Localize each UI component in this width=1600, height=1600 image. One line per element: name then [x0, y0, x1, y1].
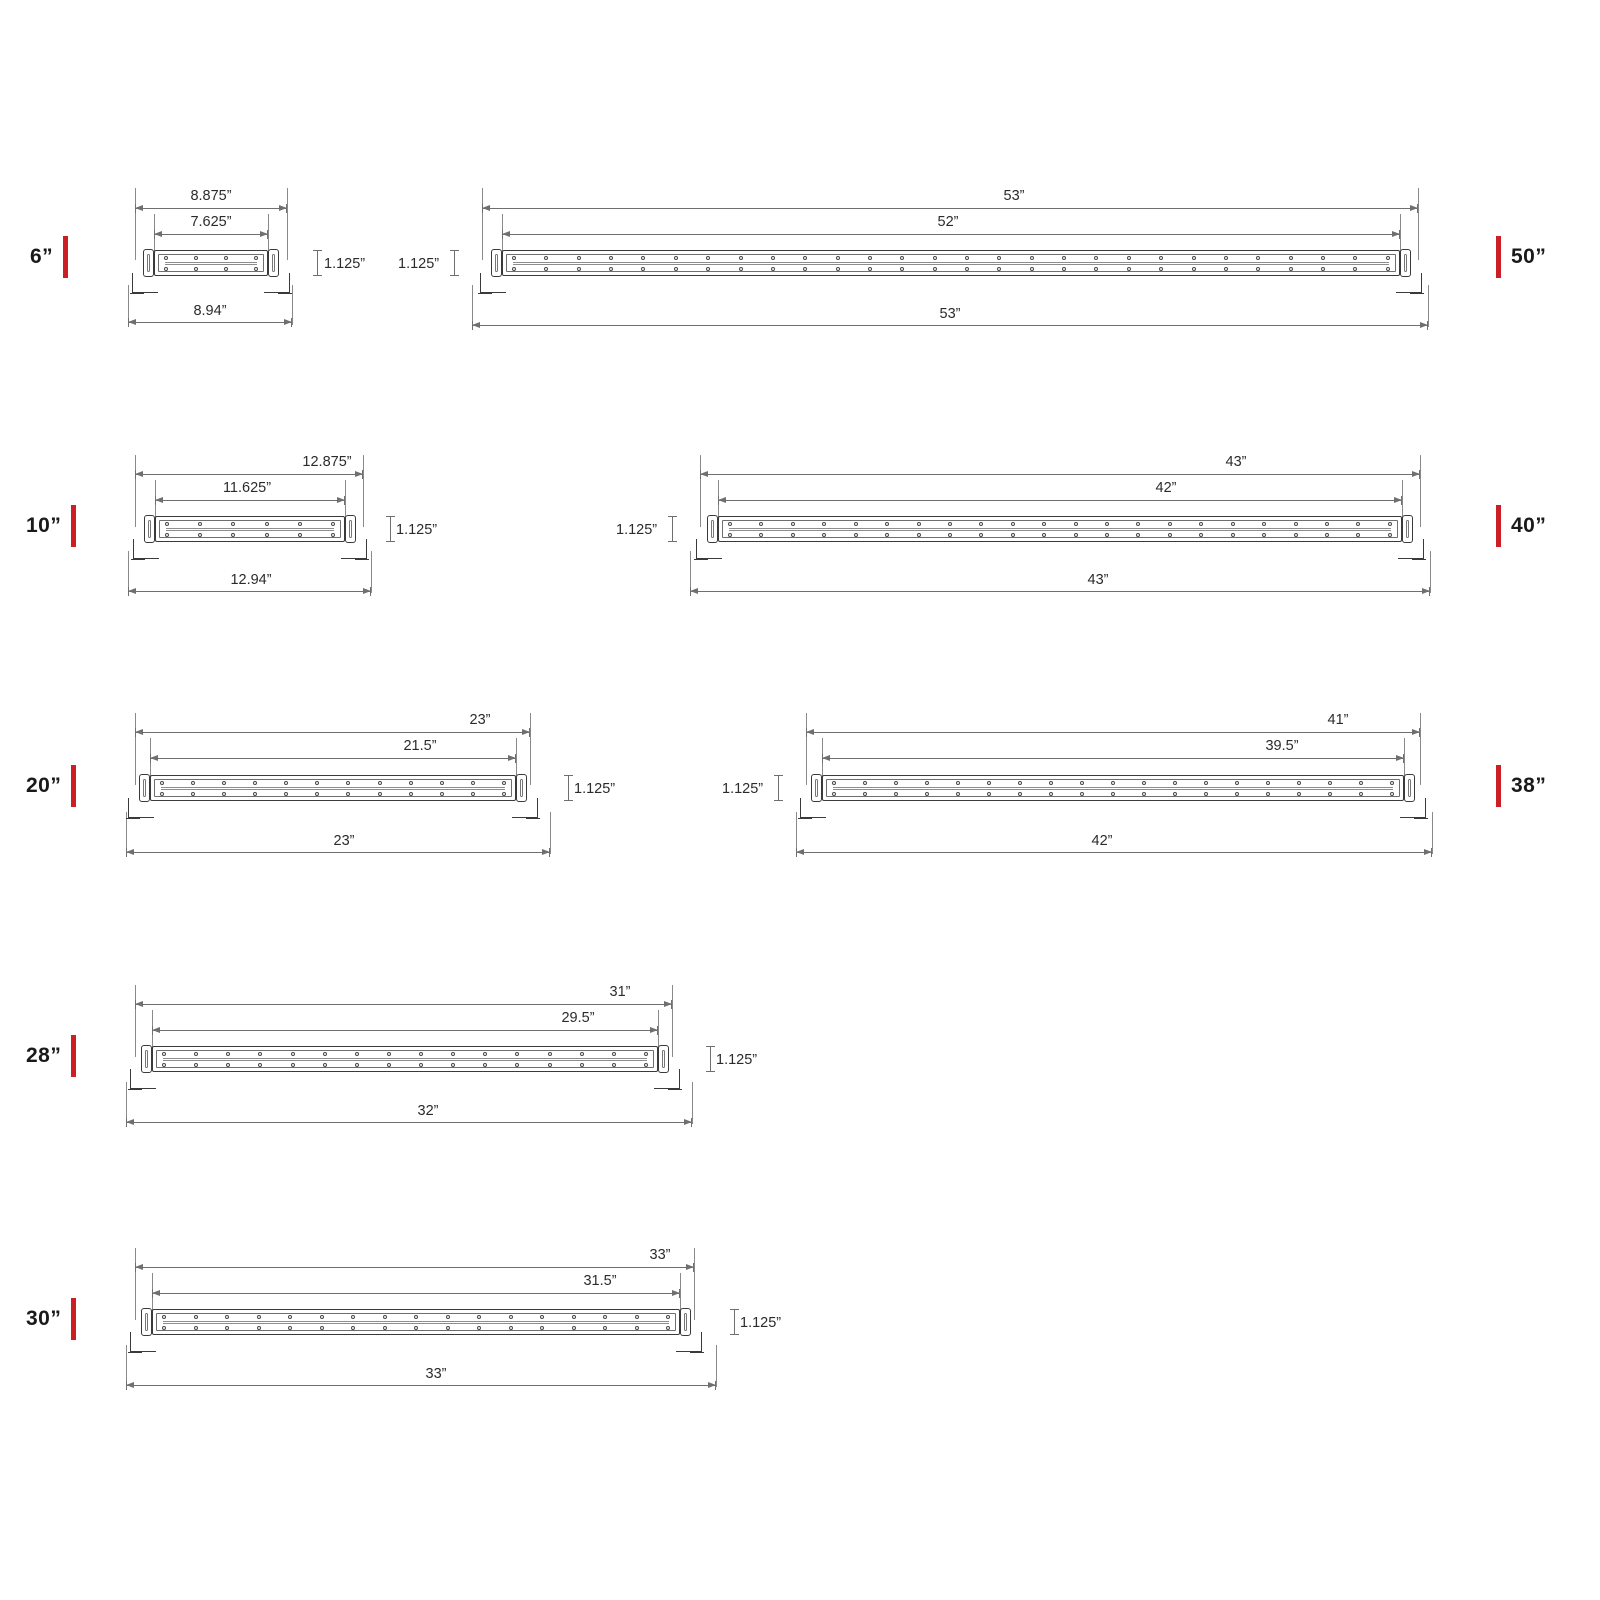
dimension-line-top-outer	[806, 732, 1420, 733]
size-label-50in	[1496, 236, 1546, 278]
size-label-38in	[1496, 765, 1546, 807]
housing	[154, 250, 268, 276]
dimension-line-top-inner	[150, 758, 516, 759]
led-icon	[164, 267, 168, 271]
lens-detail	[166, 528, 334, 531]
size-label-30in	[26, 1298, 76, 1340]
dimension-line-top-outer	[700, 474, 1420, 475]
led-icon	[194, 256, 198, 260]
mount-foot-left	[478, 293, 492, 294]
mount-foot-right	[1414, 818, 1428, 819]
size-label-20in	[26, 765, 76, 807]
dimension-text: 43”	[1083, 572, 1114, 588]
led-icon	[254, 267, 258, 271]
dimension-text: 23”	[465, 712, 496, 728]
led-icon	[194, 267, 198, 271]
lens-detail	[729, 528, 1391, 531]
housing	[152, 1046, 658, 1072]
mount-bracket-right	[1396, 273, 1422, 293]
dimension-text: 52”	[933, 214, 964, 230]
dimension-text: 42”	[1151, 480, 1182, 496]
height-dimension-line	[710, 1046, 711, 1072]
light-bar-drawing-50in	[502, 250, 1400, 276]
light-bar-drawing-10in	[155, 516, 345, 542]
lens-detail	[161, 787, 505, 790]
extension-line	[363, 455, 364, 527]
mount-foot-right	[278, 293, 292, 294]
mount-bracket-left	[696, 539, 722, 559]
extension-line	[694, 1248, 695, 1320]
size-label-text: 6”	[30, 245, 54, 268]
led-row-bottom	[164, 267, 258, 271]
accent-bar-icon	[71, 1298, 76, 1340]
extension-line	[1420, 455, 1421, 527]
extension-line	[292, 285, 293, 325]
led-row-bottom	[832, 792, 1394, 796]
light-bar-drawing-38in	[822, 775, 1404, 801]
led-row-top	[162, 1315, 670, 1319]
size-label-text: 10”	[26, 514, 62, 537]
accent-bar-icon	[1496, 765, 1501, 807]
dimension-line-bottom	[472, 325, 1428, 326]
light-bar-drawing-30in	[152, 1309, 680, 1335]
dimension-line-top-outer	[135, 208, 287, 209]
mount-bracket-right	[676, 1332, 702, 1352]
height-dimension-line	[390, 516, 391, 542]
dimension-line-top-inner	[152, 1293, 680, 1294]
mount-foot-right	[1412, 559, 1426, 560]
dimension-line-top-outer	[135, 1004, 672, 1005]
extension-line	[135, 713, 136, 785]
lens-detail	[513, 262, 1389, 265]
housing	[152, 1309, 680, 1335]
dimension-line-top-outer	[135, 1267, 694, 1268]
extension-line	[482, 188, 483, 260]
dimension-text: 7.625”	[185, 214, 236, 230]
dimension-text: 33”	[645, 1247, 676, 1263]
accent-bar-icon	[71, 765, 76, 807]
dimension-line-bottom	[126, 852, 550, 853]
mount-foot-left	[694, 559, 708, 560]
dimension-text: 1.125”	[740, 1315, 782, 1331]
mount-bracket-left	[130, 1332, 156, 1352]
dimension-line-top-outer	[135, 732, 530, 733]
light-bar-drawing-40in	[718, 516, 1402, 542]
dimension-text: 1.125”	[574, 781, 616, 797]
height-dimension-line	[317, 250, 318, 276]
accent-bar-icon	[1496, 236, 1501, 278]
extension-line	[135, 188, 136, 260]
mount-bracket-right	[1398, 539, 1424, 559]
dimension-text: 29.5”	[556, 1010, 599, 1026]
extension-line	[1400, 214, 1401, 254]
mount-foot-left	[128, 1352, 142, 1353]
led-row-bottom	[162, 1326, 670, 1330]
extension-line	[672, 985, 673, 1057]
mount-bracket-left	[132, 273, 158, 293]
mount-bracket-right	[512, 798, 538, 818]
dimension-line-top-inner	[718, 500, 1402, 501]
dimension-text: 23”	[329, 833, 360, 849]
dimension-text: 41”	[1323, 712, 1354, 728]
dimension-line-bottom	[126, 1385, 716, 1386]
dimension-text: 31”	[605, 984, 636, 1000]
mount-bracket-right	[654, 1069, 680, 1089]
mount-bracket-left	[800, 798, 826, 818]
extension-line	[371, 551, 372, 593]
mount-bracket-right	[1400, 798, 1426, 818]
led-row-top	[728, 522, 1392, 526]
extension-line	[1432, 812, 1433, 854]
led-row-top	[512, 256, 1390, 260]
dimension-line-bottom	[796, 852, 1432, 853]
extension-line	[806, 713, 807, 785]
extension-line	[530, 713, 531, 785]
led-row-bottom	[165, 533, 335, 537]
light-bar-drawing-6in	[154, 250, 268, 276]
height-dimension-line	[672, 516, 673, 542]
height-dimension-line	[734, 1309, 735, 1335]
dimension-text: 33”	[421, 1366, 452, 1382]
housing	[822, 775, 1404, 801]
dimension-line-bottom	[126, 1122, 692, 1123]
size-label-28in	[26, 1035, 76, 1077]
dimension-text: 1.125”	[716, 1052, 758, 1068]
mount-foot-left	[128, 1089, 142, 1090]
extension-line	[700, 455, 701, 527]
led-row-bottom	[160, 792, 506, 796]
dimension-text: 21.5”	[398, 738, 441, 754]
size-label-text: 20”	[26, 774, 62, 797]
dimension-line-top-outer	[135, 474, 363, 475]
mount-foot-left	[798, 818, 812, 819]
extension-line	[716, 1345, 717, 1387]
accent-bar-icon	[71, 1035, 76, 1077]
dimension-line-bottom	[128, 322, 292, 323]
led-icon	[254, 256, 258, 260]
dimension-line-top-inner	[502, 234, 1400, 235]
mount-foot-left	[126, 818, 140, 819]
led-row-top	[165, 522, 335, 526]
mount-foot-right	[1410, 293, 1424, 294]
size-label-text: 40”	[1511, 514, 1547, 537]
dimension-line-bottom	[128, 591, 371, 592]
dimension-text: 8.875”	[185, 188, 236, 204]
mount-bracket-left	[128, 798, 154, 818]
extension-line	[550, 812, 551, 854]
dimension-text: 42”	[1087, 833, 1118, 849]
dimension-text: 43”	[1221, 454, 1252, 470]
height-dimension-line	[568, 775, 569, 801]
led-row-bottom	[162, 1063, 648, 1067]
dimension-text: 1.125”	[722, 781, 764, 797]
led-row-bottom	[512, 267, 1390, 271]
housing	[155, 516, 345, 542]
housing	[502, 250, 1400, 276]
lens-detail	[163, 1058, 647, 1061]
size-label-text: 50”	[1511, 245, 1547, 268]
dimension-text: 1.125”	[398, 256, 440, 272]
dimension-text: 53”	[999, 188, 1030, 204]
extension-line	[287, 188, 288, 260]
light-bar-drawing-28in	[152, 1046, 658, 1072]
mount-foot-right	[668, 1089, 682, 1090]
extension-line	[1420, 713, 1421, 785]
accent-bar-icon	[63, 236, 68, 278]
lens-detail	[163, 1321, 669, 1324]
extension-line	[692, 1082, 693, 1124]
mount-foot-left	[130, 293, 144, 294]
size-label-10in	[26, 505, 76, 547]
mount-foot-left	[131, 559, 145, 560]
dimension-line-top-outer	[482, 208, 1418, 209]
mount-bracket-left	[133, 539, 159, 559]
dimension-text: 11.625”	[218, 480, 276, 496]
size-label-6in	[30, 236, 68, 278]
height-dimension-line	[778, 775, 779, 801]
led-icon	[224, 256, 228, 260]
dimension-text: 12.875”	[297, 454, 356, 470]
extension-line	[135, 455, 136, 527]
size-label-text: 38”	[1511, 774, 1547, 797]
extension-line	[1418, 188, 1419, 260]
accent-bar-icon	[71, 505, 76, 547]
housing	[150, 775, 516, 801]
dimension-text: 31.5”	[578, 1273, 621, 1289]
mount-bracket-left	[480, 273, 506, 293]
led-icon	[224, 267, 228, 271]
dimension-text: 39.5”	[1260, 738, 1303, 754]
dimension-text: 53”	[935, 306, 966, 322]
extension-line	[135, 985, 136, 1057]
dimension-text: 12.94”	[225, 572, 276, 588]
dimension-text: 1.125”	[324, 256, 366, 272]
dimension-line-bottom	[690, 591, 1430, 592]
size-label-text: 28”	[26, 1044, 62, 1067]
dimension-line-top-inner	[155, 500, 345, 501]
dimension-line-top-inner	[154, 234, 268, 235]
dimension-text: 1.125”	[396, 522, 438, 538]
dimension-text: 1.125”	[616, 522, 658, 538]
led-icon	[164, 256, 168, 260]
led-row-top	[162, 1052, 648, 1056]
mount-bracket-right	[341, 539, 367, 559]
led-row-top	[160, 781, 506, 785]
extension-line	[268, 214, 269, 254]
housing	[718, 516, 1402, 542]
height-dimension-line	[454, 250, 455, 276]
led-row-bottom	[728, 533, 1392, 537]
mount-foot-right	[690, 1352, 704, 1353]
mount-foot-right	[355, 559, 369, 560]
mount-foot-right	[526, 818, 540, 819]
light-bar-drawing-20in	[150, 775, 516, 801]
size-label-40in	[1496, 505, 1546, 547]
lens-detail	[833, 787, 1393, 790]
led-row-top	[832, 781, 1394, 785]
lens-detail	[165, 262, 257, 265]
extension-line	[1428, 285, 1429, 327]
dimension-text: 8.94”	[188, 303, 231, 319]
dimension-text: 32”	[413, 1103, 444, 1119]
accent-bar-icon	[1496, 505, 1501, 547]
extension-line	[1430, 551, 1431, 593]
mount-bracket-right	[264, 273, 290, 293]
size-label-text: 30”	[26, 1307, 62, 1330]
led-row-top	[164, 256, 258, 260]
mount-bracket-left	[130, 1069, 156, 1089]
dimension-line-top-inner	[152, 1030, 658, 1031]
dimension-line-top-inner	[822, 758, 1404, 759]
extension-line	[135, 1248, 136, 1320]
